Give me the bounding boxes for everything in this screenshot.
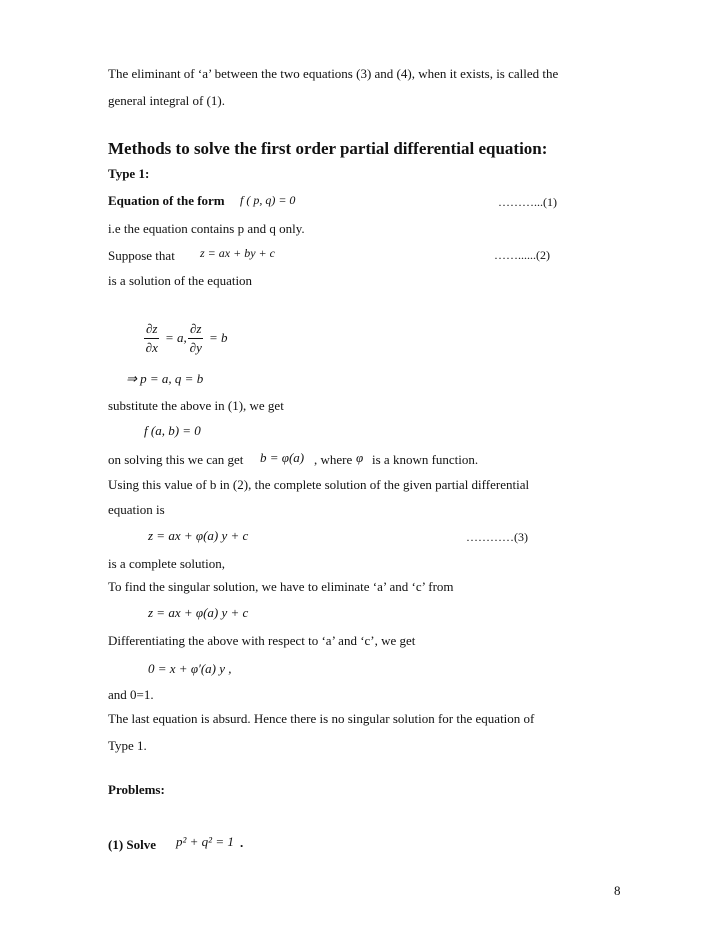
implies-equation: ⇒ p = a, q = b bbox=[126, 371, 204, 386]
solving-equation: b = φ(a) bbox=[260, 450, 305, 465]
solving-text-post: is a known function. bbox=[372, 452, 479, 467]
using-line-1: Using this value of b in (2), the complete solution of the given partial differential bbox=[108, 477, 530, 492]
partial-z-y-denominator: ∂y bbox=[189, 340, 202, 355]
singular-text: To find the singular solution, we have to eliminate ‘a’ and ‘c’ from bbox=[108, 579, 454, 594]
solution-of-text: is a solution of the equation bbox=[108, 273, 253, 288]
problem-1-equation: p² + q² = 1 bbox=[176, 834, 234, 849]
repeat-equation: z = ax + φ(a) y + c bbox=[148, 605, 249, 620]
suppose-text: Suppose that bbox=[108, 248, 175, 263]
partial-z-x-fraction bbox=[144, 321, 159, 356]
differentiating-text: Differentiating the above with respect to ‘a’ and ‘c’, we get bbox=[108, 633, 416, 648]
complete-equation: z = ax + φ(a) y + c bbox=[148, 528, 249, 543]
contains-text: i.e the equation contains p and q only. bbox=[108, 221, 305, 236]
form-equation: f ( p, q) = 0 bbox=[240, 193, 296, 207]
using-line-2: equation is bbox=[108, 502, 165, 517]
substitute-text: substitute the above in (1), we get bbox=[108, 398, 284, 413]
complete-text: is a complete solution, bbox=[108, 556, 225, 571]
form-ref: ………...(1) bbox=[498, 195, 557, 209]
partial-z-y-rhs: = b bbox=[209, 330, 228, 345]
form-label: Equation of the form bbox=[108, 193, 225, 208]
page-number: 8 bbox=[614, 883, 621, 898]
phi-symbol: φ bbox=[356, 450, 364, 465]
problems-label: Problems: bbox=[108, 782, 165, 797]
section-heading: Methods to solve the first order partial differential equation: bbox=[108, 139, 548, 158]
partial-z-x-numerator: ∂z bbox=[144, 321, 159, 339]
differentiated-equation: 0 = x + φ′(a) y , bbox=[148, 661, 232, 676]
problem-1-period: . bbox=[240, 835, 244, 850]
suppose-equation: z = ax + by + c bbox=[200, 246, 275, 260]
absurd-line-1: The last equation is absurd. Hence there is no singular solution for the equation of bbox=[108, 711, 535, 726]
f-a-b-equation: f (a, b) = 0 bbox=[144, 423, 201, 438]
absurd-line-2: Type 1. bbox=[108, 738, 147, 753]
solving-text-mid: , where bbox=[314, 452, 353, 467]
partial-z-y-fraction bbox=[188, 321, 203, 356]
intro-line-2: general integral of (1). bbox=[108, 93, 225, 108]
solving-text-pre: on solving this we can get bbox=[108, 452, 244, 467]
partial-z-x-denominator: ∂x bbox=[145, 340, 158, 355]
type1-label: Type 1: bbox=[108, 166, 150, 181]
intro-line-1: The eliminant of ‘a’ between the two equations (3) and (4), when it exists, is called the bbox=[108, 66, 559, 81]
suppose-ref: ……......(2) bbox=[494, 248, 550, 262]
and-zero-equals-one: and 0=1. bbox=[108, 687, 154, 702]
partial-z-x-rhs: = a, bbox=[165, 330, 187, 345]
partial-z-y-numerator: ∂z bbox=[188, 321, 203, 339]
problem-1-label: (1) Solve bbox=[108, 837, 157, 852]
complete-ref: …………(3) bbox=[466, 530, 528, 544]
